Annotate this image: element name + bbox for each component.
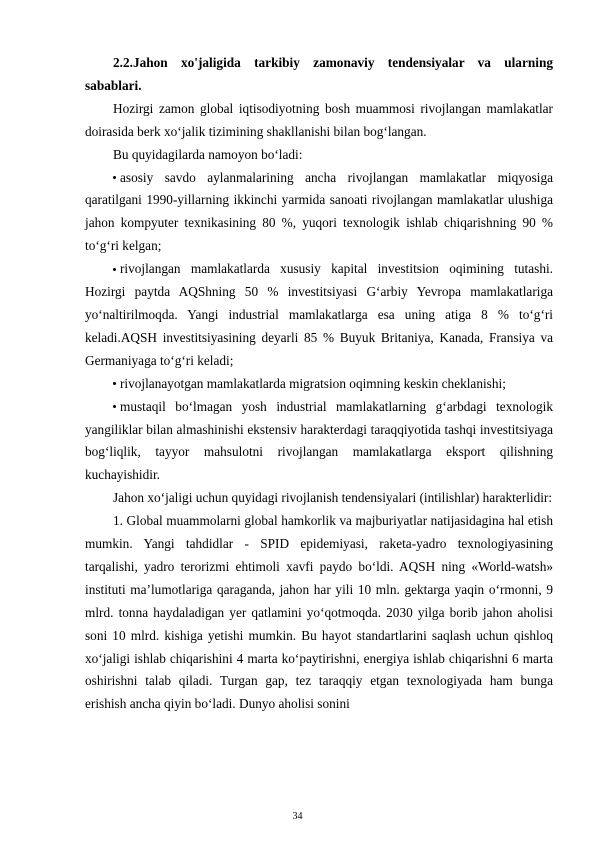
paragraph: Bu quyidagilarda namoyon bo‘ladi: [113, 146, 303, 162]
bullet-text: rivojlanayotgan mamlakatlarda migratsion oqimning keskin cheklanishi; [120, 375, 506, 391]
bullet-text: mustaqil bo‘lmagan yosh industrial mamlakatlarning g‘arbdagi texnologik yangiliklar bilan almashinishi ekstensiv harakterdagi taraqqiyotida tashqi investitsiyaga bog‘liqlik, tayyor mahsulotni rivojlangan mamlakatlarga eksport qilishning kuchayishidir. [85, 398, 553, 483]
bullet-item [85, 258, 553, 373]
bullet-icon [113, 176, 116, 179]
section-heading: 2.2.Jahon xo'jaligida tarkibiy zamonaviy tendensiyalar va ularning sabablari. [85, 55, 553, 93]
paragraph: Hozirgi zamon global iqtisodiyotning bosh muammosi rivojlangan mamlakatlar doirasida berk xo‘jalik tizimining shakllanishi bilan bog‘langan. [85, 100, 553, 139]
bullet-text: asosiy savdo aylanmalarining ancha rivojlangan mamlakatlar miqyosiga qaratilgani 1990-yillarning ikkinchi yarmida sanoati rivojlangan mamlakatlar ulushiga jahon kompyuter texnikasining 80 %, yuqori texnologik ishlab chiqarishning 90 % to‘g‘ri kelgan; [85, 169, 553, 254]
bullet-item [85, 396, 553, 488]
page-number: 34 [292, 811, 303, 822]
page-content [85, 52, 553, 716]
paragraph: 1. Global muammolarni global hamkorlik va majburiyatlar natijasidagina hal etish mumkin. Yangi tahdidlar - SPID epidemiyasi, raketa-yadro texnologiyasining tarqalishi, yadro terorizmi ehtimoli xavfi paydo bo‘ldi. AQSH ning «World-watsh» instituti ma’lumotlariga qaraganda, jahon har yili 10 mln. gektarga yaqin o‘rmonni, 9 mlrd. tonna haydaladigan yer qatlamini yo‘qotmoqda. 2030 yilga borib jahon aholisi soni 10 mlrd. kishiga yetishi mumkin. Bu hayot standartlarini saqlash uchun qishloq xo‘jaligi ishlab chiqarishini 4 marta ko‘paytirishni, energiya ishlab chiqarishni 6 marta oshirishni talab qiladi. Turgan gap, tez taraqqiy etgan texnologiyada ham bunga erishish ancha qiyin bo‘ladi. Dunyo aholisi sonini [85, 513, 553, 712]
bullet-item [85, 373, 553, 396]
bullet-icon [113, 405, 116, 408]
bullet-icon [113, 268, 116, 271]
bullet-item [85, 167, 553, 259]
bullet-icon [113, 382, 116, 385]
bullet-text: rivojlangan mamlakatlarda xususiy kapital investitsion oqimining tutashi. Hozirgi paytda AQShning 50 % investitsiyasi G‘arbiy Yevropa mamlakatlariga yo‘naltirilmoqda. Yangi industrial mamlakatlarga esa uning atiga 8 % to‘g‘ri keladi.AQSH investitsiyasining deyarli 85 % Buyuk Britaniya, Kanada, Fransiya va Germaniyaga to‘g‘ri keladi; [85, 261, 553, 368]
paragraph: Jahon xo‘jaligi uchun quyidagi rivojlanish tendensiyalari (intilishlar) harakterlidir: [113, 490, 553, 506]
